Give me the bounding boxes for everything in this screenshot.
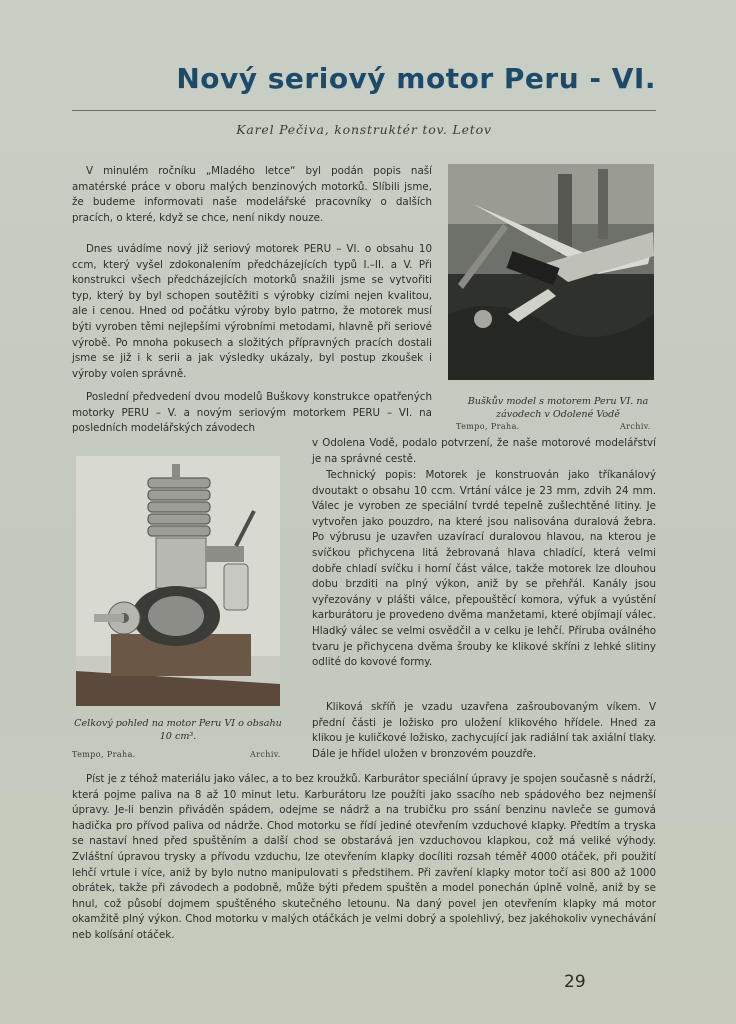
article-byline: Karel Pečiva, konstruktér tov. Letov <box>236 122 492 137</box>
paragraph-demonstration-end: v Odolena Vodě, podalo potvrzení, že naše motorové modelářství je na správné cestě. <box>312 437 656 465</box>
page-number: 29 <box>564 972 586 992</box>
title-divider <box>72 110 656 111</box>
paragraph-series-motor: Dnes uvádíme nový již seriový motorek PERU – VI. o obsahu 10 ccm, který vyšel zdokonalením předcházejících typů I.–II. a V. Při konstrukci všech předcházejících motorků snažili jsme se vytvořiti typ, který by byl schopen soutěžiti s výrobky cizími nejen kvalitou, ale i cenou. Hned od počátku výroby bylo patrno, že motorek musí býti vyroben těmi nejlepšími výrobními metodami, hlavně při seriové výrobě. Po mnoha pokusech a složitých přípravných pracích dostali jsme se již i k serii a jak výsledky ukázaly, byl postup zkoušek i výroby volen správně. <box>72 243 432 380</box>
paragraph-piston-carburetor: Píst je z téhož materiálu jako válec, a to bez kroužků. Karburátor speciální úpravy je spojen současně s nádrží, která pojme paliva na 8 až 10 minut letu. Karburátoru lze použíti jako ssacího neb spádového bez nejmenší úpravy. Je-li benzin přiváděn spádem, odejme se nádrž a na trubičku pro ssání benzinu navleče se gumová hadička pro přívod paliva od nádrže. Chod motorku se řídí jediné otevřením vzduchové klapky. Předtím a tryska se nastaví hned před spuštěním a další chod se obstarává jen vzduchovou klapkou, což má veliké výhody. Zvláštní úpravou trysky a přívodu vzduchu, lze otevřením klapky docíliti rozsah téměř 4000 otáček, při použití lehčí vrtule i více, aniž by bylo nutno manipulovati s předstihem. Při zavření klapky motor točí asi 800 až 1000 obrátek, takže při závodech a podobně, může býti předem spuštěn a model ponechán úplně volně, aniž by se hnul, což působí dojmem spuštěného skutečného letounu. Na daný povel jen otevřením klapky má motor okamžitě plný výkon. Chod motorku v malých otáčkách je velmi dobrý a spolehlivý, bez jakéhokoliv vynechávání neb kolísání otáček. <box>72 773 656 941</box>
article-title: Nový seriový motor Peru - VI. <box>176 62 656 95</box>
engine-photo-credit-left: Tempo, Praha. <box>72 750 136 759</box>
model-photo-credit-right: Archiv. <box>620 422 651 431</box>
engine-photo-credit-right: Archiv. <box>250 750 281 759</box>
paragraph-technical-description: Technický popis: Motorek je konstruován jako tříkanálový dvoutakt o obsahu 10 ccm. Vrtání válce je 23 mm, zdvih 24 mm. Válec je vyroben ze speciální tvrdé tepelně zušlechtěné litiny. Je vytvořen jako pouzdro, na které jsou nalisována duralová žebra. Po výbrusu je uzavřen uzavírací duralovou hlavou, na kterou je svíčkou přichycena litá žebrovaná hlava chladící, která velmi dobře chladí svíčku i horní část válce, takže motorek lze dlouhou dobu brzditi na plný výkon, aniž by se přehřál. Kanály jsou vyřezovány v plášti válce, přepouštěcí komora, výfuk a vyústění karburátoru je provedeno dvěma manžetami, které objímají válec. Hladký válec se velmi osvědčil a v celku je lehčí. Příruba oválného tvaru je přichycena dvěma šrouby ke klikové skříni z lehké slitiny odlité do kovové formy. <box>312 469 656 669</box>
paragraph-crankcase: Kliková skříň je vzadu uzavřena zašroubovaným víkem. V přední části je ložisko pro uložení klikového hřídele. Hned za klikou je kuličkové ložisko, zachycující jak radiální tak axiální tlaky. Dále je hřídel uložen v bronzovém pouzdře. <box>312 701 656 760</box>
paragraph-intro: V minulém ročníku „Mladého letce“ byl podán popis naší amatérské práce v oboru malých benzinových motorků. Slíbili jsme, že budeme informovati naše modelářské pracovníky o dalších pracích, o které, když se chce, není nikdy nouze. <box>72 165 432 224</box>
model-photo-caption: Buškův model s motorem Peru VI. na závodech v Odolené Vodě <box>467 396 649 420</box>
model-photo-credit-left: Tempo, Praha. <box>456 422 520 431</box>
model-airplane-photo <box>448 164 654 380</box>
engine-photo-caption: Celkový pohled na motor Peru VI o obsahu 10 cm³. <box>74 718 282 742</box>
paragraph-demonstration-start: Poslední předvedení dvou modelů Buškovy konstrukce opatřených motorky PERU – V. a novým seriovým motorkem PERU – VI. na posledních modelářských závodech <box>72 391 432 435</box>
engine-photo <box>76 456 280 706</box>
